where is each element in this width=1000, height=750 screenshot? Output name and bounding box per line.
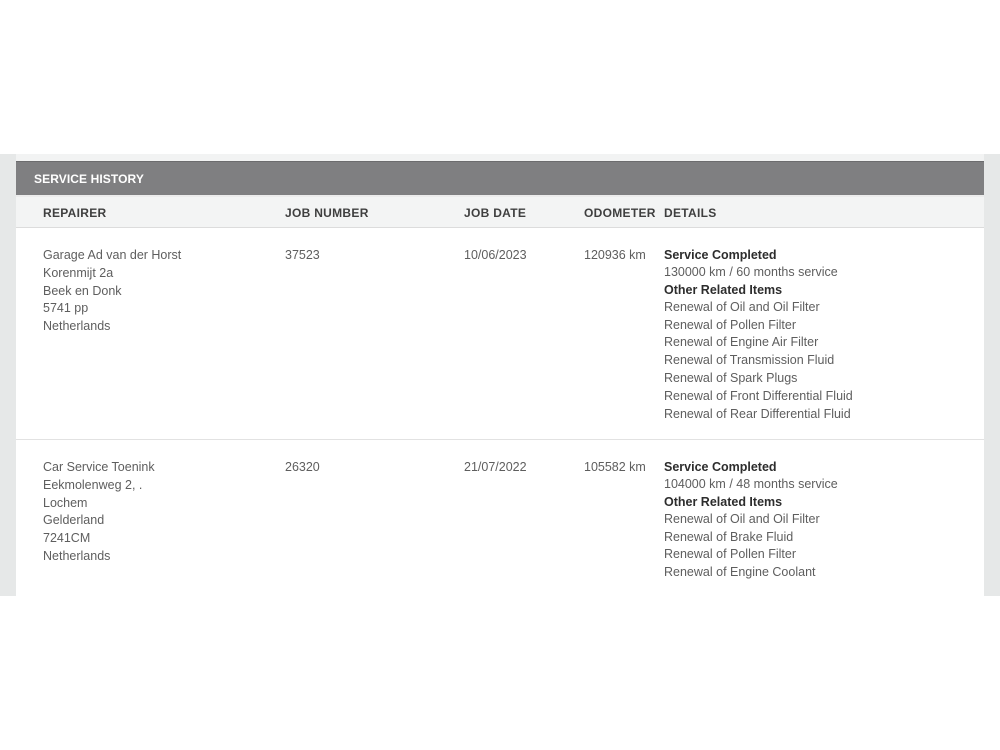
repairer-line: Netherlands <box>43 319 111 334</box>
related-item: Renewal of Pollen Filter <box>664 547 797 562</box>
odometer: 105582 km <box>584 460 646 474</box>
repairer-line: Garage Ad van der Horst <box>43 248 182 262</box>
column-header-odometer: ODOMETER <box>584 206 656 220</box>
repairer-line: Beek en Donk <box>43 283 122 298</box>
repairer-line: Korenmijt 2a <box>43 265 114 280</box>
table-row <box>16 440 984 596</box>
repairer-line: Netherlands <box>43 548 111 563</box>
other-related-items-heading: Other Related Items <box>664 282 783 297</box>
odometer-cell <box>584 247 646 265</box>
related-item: Renewal of Front Differential Fluid <box>664 388 853 403</box>
job-date-cell <box>464 247 527 265</box>
right-gutter <box>984 154 1000 596</box>
related-item: Renewal of Engine Coolant <box>664 565 816 580</box>
job-number: 37523 <box>285 248 320 262</box>
service-history-header <box>16 161 984 195</box>
repairer-line: 5741 pp <box>43 301 89 316</box>
related-item: Renewal of Transmission Fluid <box>664 353 835 368</box>
repairer-line: 7241CM <box>43 531 91 546</box>
related-item: Renewal of Oil and Oil Filter <box>664 299 820 314</box>
panel-top-band <box>16 154 984 161</box>
repairer-line: Car Service Toenink <box>43 460 155 474</box>
related-item: Renewal of Pollen Filter <box>664 317 797 332</box>
service-completed-heading: Service Completed <box>664 248 777 262</box>
job-number: 26320 <box>285 460 320 474</box>
job-date-cell <box>464 459 527 477</box>
repairer-cell <box>43 459 155 566</box>
job-date: 21/07/2022 <box>464 460 527 474</box>
job-date: 10/06/2023 <box>464 248 527 262</box>
column-header-job-date: JOB DATE <box>464 206 527 220</box>
other-related-items-heading: Other Related Items <box>664 494 783 509</box>
column-headers <box>16 195 984 228</box>
related-item: Renewal of Rear Differential Fluid <box>664 406 851 421</box>
repairer-line: Eekmolenweg 2, . <box>43 477 143 492</box>
repairer-line: Gelderland <box>43 513 105 528</box>
related-item: Renewal of Spark Plugs <box>664 370 798 385</box>
job-number-cell <box>285 247 320 265</box>
table-row <box>16 228 984 440</box>
service-description: 130000 km / 60 months service <box>664 265 838 279</box>
odometer: 120936 km <box>584 248 646 262</box>
related-item: Renewal of Oil and Oil Filter <box>664 511 820 526</box>
left-gutter <box>0 154 16 596</box>
repairer-cell <box>43 247 181 336</box>
repairer-line: Lochem <box>43 495 88 510</box>
service-completed-heading: Service Completed <box>664 460 777 474</box>
related-item: Renewal of Brake Fluid <box>664 529 794 544</box>
job-number-cell <box>285 459 320 477</box>
odometer-cell <box>584 459 646 477</box>
section-title: SERVICE HISTORY <box>34 171 144 186</box>
column-header-details: DETAILS <box>664 206 717 220</box>
details-cell <box>664 459 838 582</box>
column-header-repairer: REPAIRER <box>43 206 107 220</box>
service-description: 104000 km / 48 months service <box>664 477 838 491</box>
service-history-panel <box>16 154 984 596</box>
details-cell <box>664 247 853 423</box>
column-header-job-number: JOB NUMBER <box>285 206 369 220</box>
related-item: Renewal of Engine Air Filter <box>664 335 819 350</box>
